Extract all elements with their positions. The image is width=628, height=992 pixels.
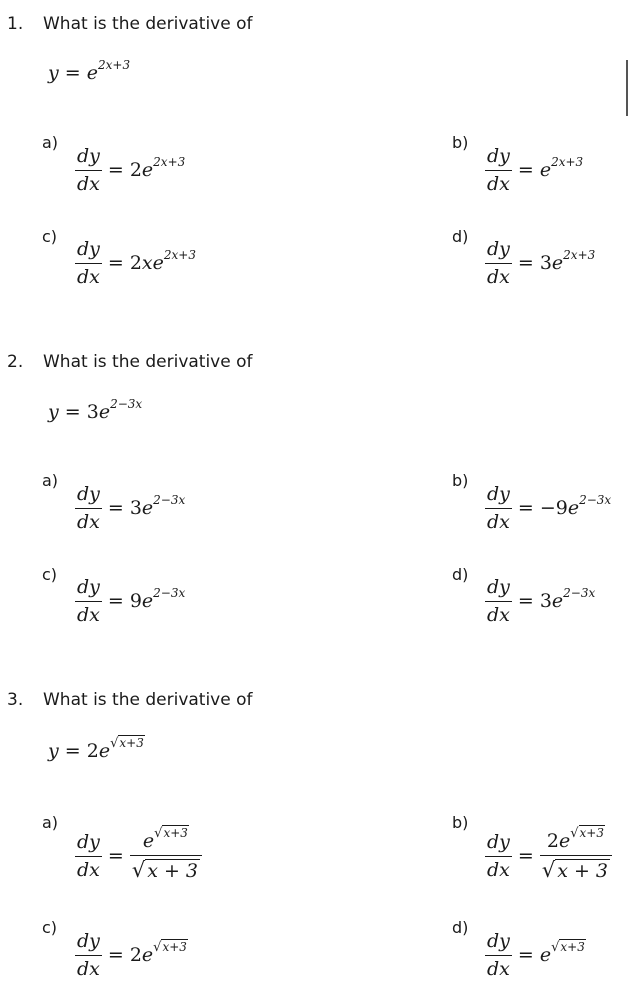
option-c-equation[interactable]: $\frac{dy}{dx}$ = $2e^{√x+3}$ — [77, 930, 187, 980]
option-b-equation[interactable]: $\frac{dy}{dx}$ = $-9e^{2-3x}$ — [487, 483, 612, 533]
option-label[interactable]: a) — [42, 813, 59, 832]
option-c-equation[interactable]: $\frac{dy}{dx}$ = $9e^{2-3x}$ — [77, 576, 186, 626]
option-b-equation[interactable]: $\frac{dy}{dx}$ = $\frac{2e^{√x+3}}{√ x + 3}$ — [485, 830, 612, 882]
question-number: 3. — [7, 690, 24, 710]
question-text: What is the derivative of — [43, 690, 253, 710]
option-a-equation[interactable]: $\frac{dy}{dx}$ = $2e^{2x+3}$ — [77, 145, 186, 195]
option-a-equation[interactable]: $\frac{dy}{dx}$ = $\frac{e^{√x+3}}{√ x + 3}$ — [75, 830, 202, 882]
option-d-equation[interactable]: $\frac{dy}{dx}$ = $3e^{2x+3}$ — [487, 238, 596, 288]
option-label[interactable]: c) — [42, 227, 58, 246]
option-label[interactable]: b) — [452, 471, 469, 490]
option-label[interactable]: c) — [42, 918, 58, 937]
option-label[interactable]: c) — [42, 565, 58, 584]
function-equation: $y = 3e^{2-3x}$ — [48, 397, 143, 423]
option-label[interactable]: a) — [42, 133, 59, 152]
option-d-equation[interactable]: $\frac{dy}{dx}$ = $e^{√x+3}$ — [487, 930, 585, 980]
option-a-equation[interactable]: $\frac{dy}{dx}$ = $3e^{2-3x}$ — [77, 483, 186, 533]
function-equation: $y = 2e^{√x+3}$ — [48, 736, 144, 762]
option-label[interactable]: a) — [42, 471, 59, 490]
question-text: What is the derivative of — [43, 14, 253, 34]
question-text: What is the derivative of — [43, 352, 253, 372]
option-label[interactable]: d) — [452, 565, 469, 584]
question-number: 1. — [7, 14, 24, 34]
option-label[interactable]: b) — [452, 813, 469, 832]
question-number: 2. — [7, 352, 24, 372]
option-label[interactable]: d) — [452, 227, 469, 246]
option-d-equation[interactable]: $\frac{dy}{dx}$ = $3e^{2-3x}$ — [487, 576, 596, 626]
option-c-equation[interactable]: $\frac{dy}{dx}$ = $2xe^{2x+3}$ — [77, 238, 196, 288]
option-label[interactable]: d) — [452, 918, 469, 937]
option-b-equation[interactable]: $\frac{dy}{dx}$ = $e^{2x+3}$ — [487, 145, 584, 195]
option-label[interactable]: b) — [452, 133, 469, 152]
function-equation: $y = e^{2x+3}$ — [48, 58, 131, 84]
